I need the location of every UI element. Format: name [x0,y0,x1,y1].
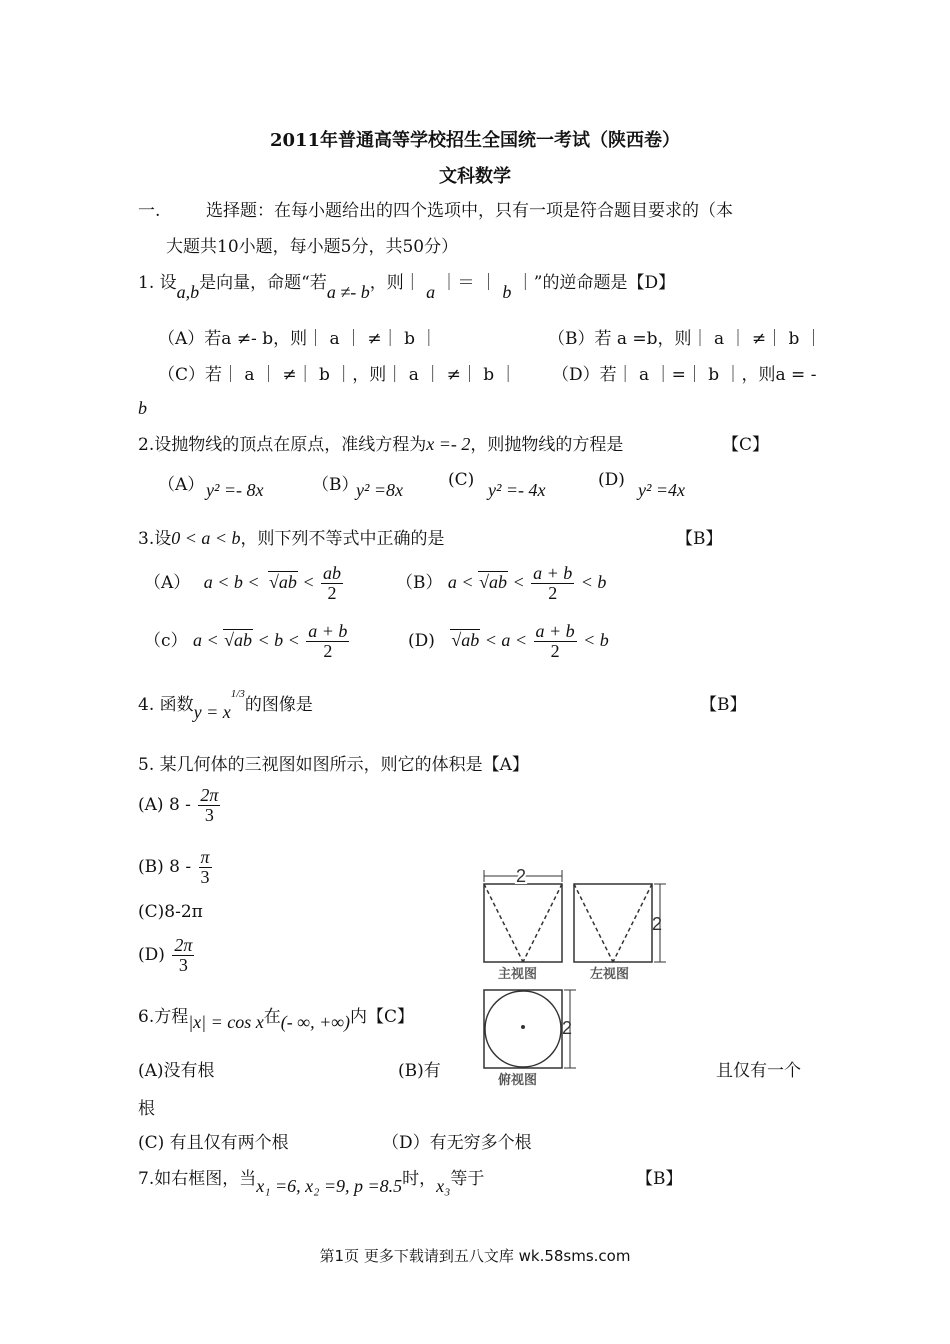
q2-answer: 【C】 [722,435,770,455]
q1-option-d-cont: b [138,398,147,418]
q5-option-d: (D) $\frac{2\pi}{3}$ [138,935,193,975]
dim-depth-label: 2 [562,1018,573,1038]
question-2: 2.设抛物线的顶点在原点，准线方程为x =- 2，则抛物线的方程是 [138,434,624,455]
q6-option-b-cont2: 根 [138,1099,155,1119]
q1-option-c: （C）若｜ a ｜ ≠｜ b ｜，则｜ a ｜ ≠｜ b ｜ [158,365,517,385]
question-5: 5. 某几何体的三视图如图所示，则它的体积是【A】 [138,755,529,775]
side-view-square [574,884,652,962]
top-view-center-dot [521,1025,525,1029]
page-title: 2011年普通高等学校招生全国统一考试（陕西卷） [269,130,681,151]
side-view-dashed-left [574,884,613,962]
q6-option-a: (A)没有根 [138,1061,215,1081]
q4-answer: 【B】 [700,695,747,715]
q2-option-b-eq: y² =8x [356,480,404,500]
question-1: 1. 设a,b是向量，命题“若a ≠- b，则｜ a ｜＝ ｜ b ｜”的逆命题是【D】 [138,273,676,302]
q2-option-b: （B） [312,475,359,495]
q2-option-a: （A） [158,475,205,495]
q2-option-a-eq: y² =- 8x [206,480,264,500]
q2-option-c-eq: y² =- 4x [488,480,546,500]
q2-option-d-eq: y² =4x [638,480,686,500]
front-view-label: 主视图 [498,966,538,981]
three-view-figure [474,862,674,1092]
q2-option-c: (C) [448,470,475,490]
q6-option-b-cont: 且仅有一个 [716,1061,801,1081]
q3-option-b: （B） a < √ab < $\frac{a + b}{2}$ < b [396,563,607,603]
dim-height-label: 2 [652,914,663,934]
side-view-dashed-right [613,884,652,962]
front-view-dashed-right [523,884,562,962]
question-4: 4. 函数$y = x^{1/3}$的图像是 [138,688,313,722]
q3-option-d: (D) √ab < a < $\frac{a + b}{2}$ < b [408,621,609,661]
question-6: 6.方程|x| = cos x在(- ∞, +∞)内【C】 [138,1007,415,1032]
q6-option-c: (C) 有且仅有两个根 [138,1133,289,1153]
section-heading: 选择题：在每小题给出的四个选项中，只有一项是符合题目要求的（本 [206,201,733,221]
dim-width-label: 2 [516,866,527,886]
q7-answer: 【B】 [636,1169,683,1189]
front-view-square [484,884,562,962]
q5-option-a: (A) 8 - $\frac{2\pi}{3}$ [138,785,219,825]
q1-option-a: （A）若a ≠- b，则｜ a ｜ ≠｜ b ｜ [158,329,438,349]
q3-option-a: （A） a < b < √ab < $\frac{ab}{2}$ [144,563,342,603]
section-heading-cont: 大题共10小题，每小题5分，共50分） [166,237,459,257]
q5-option-b: (B) 8 - $\frac{\pi}{3}$ [138,847,210,887]
top-view-label: 俯视图 [498,1072,538,1087]
side-view-label: 左视图 [590,966,630,981]
page-subtitle: 文科数学 [439,166,511,187]
front-view-dashed-left [484,884,523,962]
question-3: 3.设0 < a < b，则下列不等式中正确的是 [138,528,445,549]
question-7: 7.如右框图，当x₁ =6, x₂ =9, p =8.5时，x₃等于 [138,1169,485,1196]
section-number: 一. [138,201,161,221]
q5-option-c: (C)8-2π [138,902,203,922]
q3-answer: 【B】 [676,529,723,549]
page-footer: 第1页 更多下载请到五八文库 wk.58sms.com [319,1247,631,1265]
q6-option-d: （D）有无穷多个根 [382,1133,532,1153]
q1-option-b: （B）若 a =b，则｜ a ｜ ≠｜ b ｜ [548,329,822,349]
q6-option-b: (B)有 [398,1061,441,1081]
q2-option-d: (D) [598,470,625,490]
q3-option-c: （c） a < √ab < b < $\frac{a + b}{2}$ [144,621,348,661]
q1-option-d: （D）若｜ a ｜=｜ b ｜，则a = - [552,365,817,385]
